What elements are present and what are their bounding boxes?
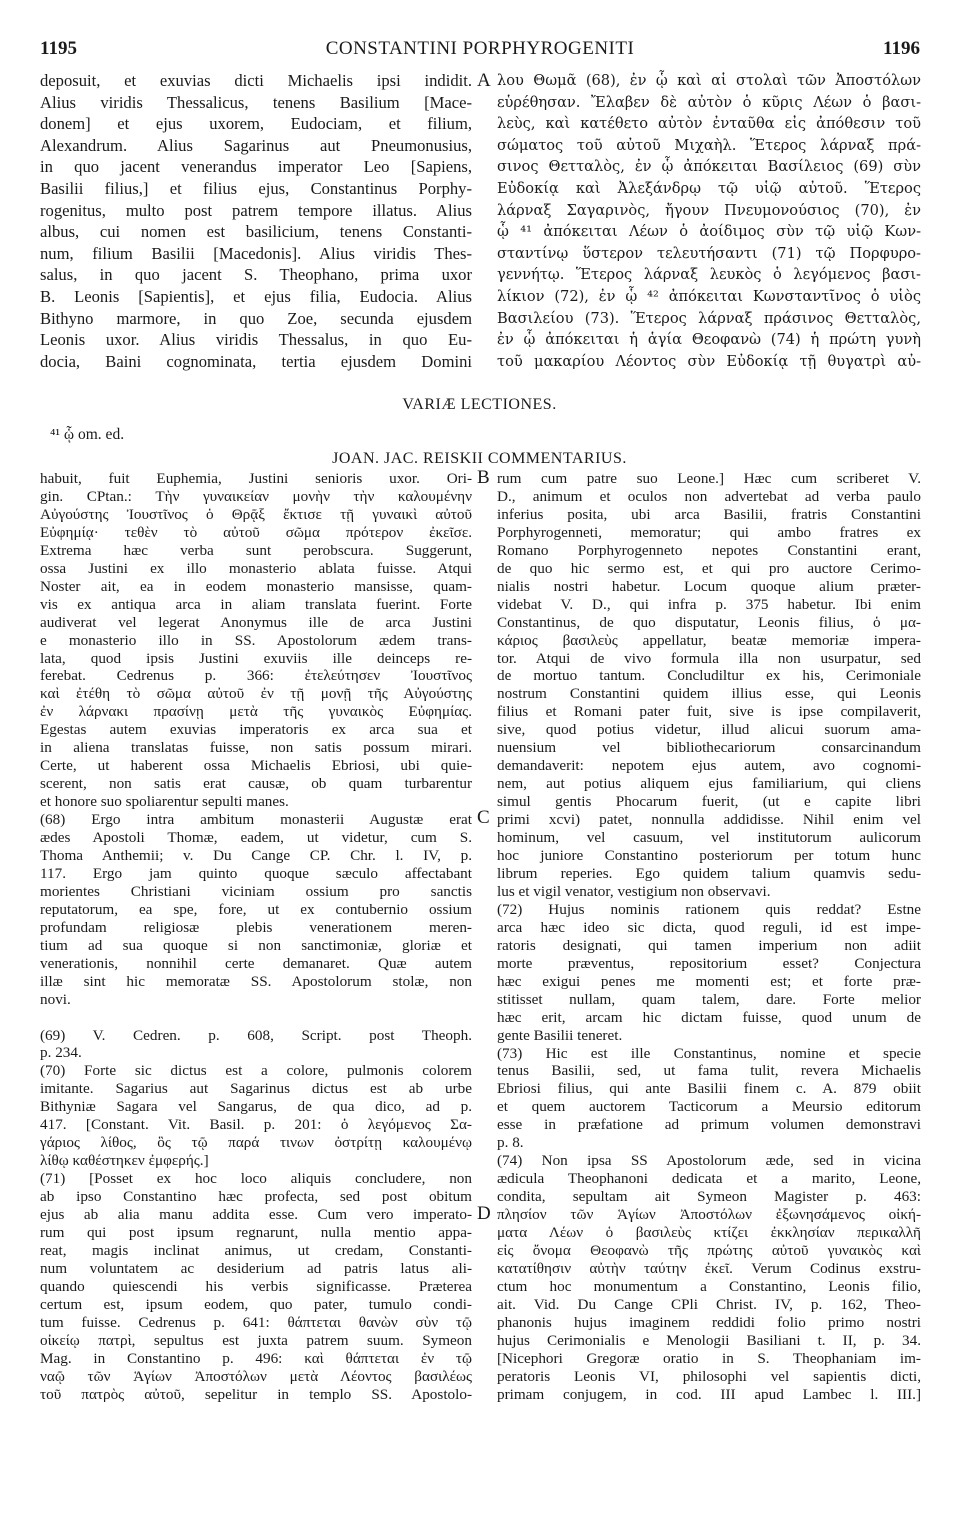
greek-text-line: λεὺς, καὶ κατέθετο αὐτὸν ἐνταῦθα εἰς ἀπόθεσιν τοῦ: [497, 115, 921, 133]
running-header: [40, 38, 920, 62]
commentary-line: πλησίον τῶν Ἁγίων Ἀποστόλων ἐξωνησάμενος οἰκή-: [497, 1206, 921, 1224]
commentary-line: [Nicephori Gregoræ oratio in S. Theophaniam im-: [497, 1349, 921, 1367]
commentary-line: phanonis hujus imaginem reddidi folio primo nostri: [497, 1313, 921, 1331]
commentary-line: de mortuo tantum. Concludiltur ex his, Cerimoniale: [497, 667, 921, 685]
variae-lectiones-heading: VARIÆ LECTIONES.: [402, 396, 557, 413]
commentary-line: Εὐφημίᾳ· τεθὲν τὸ αὐτοῦ σῶμα πρότερον ἐκεῖσε.: [40, 523, 472, 541]
commentary-line: Noster ait, ea in eodem monasterio mansisse, quam-: [40, 577, 472, 595]
commentary-line: οἰκείῳ πατρὶ, sepultus est juxta patrem suum. Symeon: [40, 1331, 472, 1349]
commentary-line: ferebat. Cedrenus p. 366: ἐτελεύτησεν Ἰουστῖνος: [40, 667, 472, 685]
commentary-line: videbat V. D., qui infra p. 375 habetur. Ibi enim: [497, 595, 921, 613]
commentary-line: morientes Christiani viciniam ossium pro sanctis: [40, 882, 472, 900]
commentary-line: quando quiescendi his verbis significasse. Præterea: [40, 1277, 472, 1295]
commentary-line: Mag. in Constantino p. 496: καὶ θάπτεται ἐν τῷ: [40, 1349, 472, 1367]
greek-text-line: λάρναξ Σαγαρινὸς, ἤγουν Πνευμονούσιος (70), ἐν: [497, 201, 921, 219]
latin-text-line: deposuit, et exuvias dicti Michaelis ipsi indidit.: [40, 71, 472, 90]
greek-text-line: εὑρέθησαν. Ἔλαβεν δὲ αὐτὸν ὁ κῦρις Λέων ὁ βασι-: [497, 93, 921, 111]
commentary-line: tum fuisse. Cedrenus p. 641: θάπτεται θανὼν σὺν τῷ: [40, 1313, 472, 1331]
commentary-line: ait. Vid. Du Cange CPli Christ. IV, p. 162, Theo-: [497, 1295, 921, 1313]
commentary-line: D., animum et oculos non advertebat ad verba paulo: [497, 487, 921, 505]
commentary-line: tenus Basilii, sed, ut fama tulit, revera Michaelis: [497, 1062, 921, 1080]
section-marker-b: B: [477, 467, 490, 488]
commentary-line: demandaverit: nepotem ejus autem, avo cognomi-: [497, 757, 921, 775]
commentary-line: primam conjugem, in cod. III apud Lambec l. III.]: [497, 1385, 921, 1403]
greek-text-line: σώματος τοῦ αὐτοῦ Μιχαὴλ. Ἕτερος λάρναξ πρά-: [497, 136, 921, 154]
blank-line: [40, 1009, 472, 1027]
greek-text-line: σταντίνῳ ὕστερον τελευτήσαντι (71) τῷ Πορφυρο-: [497, 244, 921, 262]
section-marker-d: D: [477, 1203, 491, 1224]
commentary-line: audiverat vel legerat Anonymus ille de arca Justini: [40, 613, 472, 631]
commentary-line: Romano Porphyrogenneto nepotes Constantini erant,: [497, 541, 921, 559]
commentary-line: certum est, ipsum eodem, quo pater, tumulo condi-: [40, 1295, 472, 1313]
commentary-line: illæ sint hic memoratæ SS. Apostolorum stolæ, non: [40, 972, 472, 990]
commentary-line: venerationis, nonnihil certe demanaret. Quæ autem: [40, 954, 472, 972]
commentary-line: λίθῳ καθέστηκεν ἐμφερής.]: [40, 1152, 209, 1170]
commentary-line: tium ad sua quoque si non sanctimoniæ, gloriæ et: [40, 936, 472, 954]
commentary-line: Bithyniæ Sagara vel Sangarus, de qua dico, ad p.: [40, 1098, 472, 1116]
greek-text-line: λίκιον (72), ἐν ᾧ ⁴² ἀπόκειται Κωνσταντῖνος ὁ υἱὸς: [497, 287, 921, 305]
commentary-line: hæc exigui penes me momenti est; et forte præ-: [497, 972, 921, 990]
greek-text-line: Εὐδοκίᾳ καὶ Ἀλεξάνδρῳ τῷ υἱῷ αὐτοῦ. Ἕτερος: [497, 179, 921, 197]
commentary-line: stitisset nullam, quam talem, dare. Forte melior: [497, 990, 921, 1008]
commentary-line: et honore suo spoliarentur sepulti manes.: [40, 793, 289, 811]
greek-text-line: λου Θωμᾶ (68), ἐν ᾧ καὶ αἱ στολαὶ τῶν Ἀποστόλων: [497, 72, 921, 89]
running-title: CONSTANTINI PORPHYROGENITI: [325, 38, 635, 59]
commentary-line: (68) Ergo intra ambitum monasterii Augustæ erat: [40, 811, 472, 829]
commentary-line: Extrema hæc verba sunt perobscura. Suggerunt,: [40, 541, 472, 559]
commentary-line: Certe, ut haberent ossa Michaelis Ebriosi, ubi quie-: [40, 757, 472, 775]
latin-text-line: in quo jacent venerandus imperator Leo [Sapiens,: [40, 157, 472, 177]
commentary-line: profundam religiosæ plebis venerationem meren-: [40, 918, 472, 936]
commentary-line: esse in præfatione ad primum volumen demonstravi: [497, 1116, 921, 1134]
commentary-line: nuensium vel bibliothecariorum consarcinandum: [497, 739, 921, 757]
latin-text-line: donem] et ejus uxorem, Eudociam, et filium,: [40, 114, 472, 134]
commentary-line: in aliena translatas fuisse, non satis possum mirari.: [40, 739, 472, 757]
commentary-line: καὶ ἐτέθη τὸ σῶμα αὐτοῦ ἐν τῇ μονῇ τῆς Αὐγούστης: [40, 685, 472, 703]
commentary-line: nialis nostri habetur. Locum quoque alium præter-: [497, 577, 921, 595]
commentary-line: reat, magis inclinat animus, ut credam, Constanti-: [40, 1241, 472, 1259]
latin-text-line: Alexandrum. Alius Sagarinus aut Pneumonusius,: [40, 135, 472, 155]
commentary-line: filius et Romani pater fuit, sive is ipse compilaverit,: [497, 703, 921, 721]
commentary-line: τοῦ πατρὸς αὐτοῦ, sepelitur in templo SS. Apostolo-: [40, 1385, 472, 1403]
commentary-line: scerent, non satis erat causæ, ob quam turbarentur: [40, 775, 472, 793]
commentary-line: κάριος βασιλεὺς appellatur, beatæ memoriæ impera-: [497, 631, 921, 649]
commentary-line: rum qui post ipsum regnarunt, nulla mentio appa-: [40, 1224, 472, 1242]
commentary-line: morte præventus, repositorium esset? Conjectura: [497, 954, 921, 972]
greek-text-line: ἐν ᾧ ἀπόκειται ἡ ἁγία Θεοφανὼ (74) ἡ πρώτη γυνὴ: [497, 331, 921, 349]
commentary-line: et quem auctorem Tacticorum a Meursio editorum: [497, 1098, 921, 1116]
greek-text-line: σινος Θετταλὸς, ἐν ᾧ ἀπόκειται Βασίλειος (69) σὺν: [497, 158, 921, 176]
commentary-line: nostrum Constantini quidem illius esse, qui Leonis: [497, 685, 921, 703]
commentary-line: tor. Atqui de vivo formula illa non usurpatur, sed: [497, 649, 921, 667]
commentary-left-column: [40, 470, 472, 1404]
commentary-line: ctum hoc monumentum a Constantino, Leonis filio,: [497, 1277, 921, 1295]
commentary-line: librum reperies. Ego quidem talium quamvis sedu-: [497, 864, 921, 882]
commentary-line: ἐν λάρνακι πρασίνῃ μετὰ τῆς γυναικὸς Εὐφημίας.: [40, 703, 472, 721]
commentary-line: ναῷ τῶν Ἁγίων Ἀποστόλων μετὰ Λέοντος βασιλέως: [40, 1367, 472, 1385]
commentary-line: (70) Forte sic dictus est a colore, pulmonis colorem: [40, 1062, 472, 1080]
commentary-line: Constantinus, de quo disputatur, Leonis filius, ὁ μα-: [497, 613, 921, 631]
commentary-line: gente Basilii teneret.: [497, 1026, 623, 1044]
commentary-line: simul gentis Phocarum fuerit, (ut e capite libri: [497, 793, 921, 811]
commentary-line: inferius posita, ubi arca Basilii, fratris Constantini: [497, 505, 921, 523]
commentary-line: εἰς ὄνομα Θεοφανὼ τῆς πρώτης αὐτοῦ γυναικὸς καὶ: [497, 1241, 921, 1259]
commentary-line: nem, aut potius aliquem ejus familiarium, qui cliens: [497, 775, 921, 793]
commentary-line: Porphyrogenneti, memoratur; qui ambo fratres ex: [497, 523, 921, 541]
commentary-line: habuit, fuit Euphemia, Justini senioris uxor. Ori-: [40, 470, 472, 487]
commentary-line: ratoris designati, qui tamen imperium non adiit: [497, 936, 921, 954]
commentary-heading: JOAN. JAC. REISKII COMMENTARIUS.: [332, 450, 627, 467]
commentary-line: novi.: [40, 990, 71, 1008]
commentary-line: (73) Hic est ille Constantinus, nomine et specie: [497, 1044, 921, 1062]
commentary-line: ματα Λέων ὁ βασιλεὺς κτίζει ἐκκλησίαν περικαλλῆ: [497, 1224, 921, 1242]
commentary-line: lus et vigil venator, vestigium non observavi.: [497, 882, 771, 900]
commentary-line: lata, quod ipsis Justini exuviis ille deinceps re-: [40, 649, 472, 667]
commentary-line: Αὐγούστης Ἰουστῖνος ὁ Θρᾷξ ἔκτισε τῇ γυναικὶ αὐτοῦ: [40, 505, 472, 523]
latin-text-line: Leonis uxor. Alius viridis Thessalus, in quo Eu-: [40, 330, 472, 350]
commentary-line: num voluntatem ac desiderium ad patris latus ali-: [40, 1259, 472, 1277]
page-number-right: 1196: [883, 38, 920, 59]
commentary-line: ossa Justini ex illo monasterio ablata fuisse. Atqui: [40, 559, 472, 577]
commentary-line: Ebriosi filius, qui ante Basilii finem c. A. 879 obiit: [497, 1080, 921, 1098]
commentary-line: (69) V. Cedren. p. 608, Script. post Theoph.: [40, 1026, 472, 1044]
commentary-line: γάριος λίθος, ὃς τῷ παρά τινων ὀστρίτῃ καλουμένῳ: [40, 1134, 472, 1152]
commentary-line: Thoma Anthemii; v. Du Cange CP. Chr. l. IV, p.: [40, 847, 472, 865]
commentary-line: ædicula Theophanoni dedicata et a marito, Leone,: [497, 1170, 921, 1188]
commentary-line: hominum, vel casuum, vel institutorum aulicorum: [497, 829, 921, 847]
commentary-line: condita, sepultam ait Symeon Magister p. 463:: [497, 1188, 921, 1206]
commentary-line: Egestas autem exuvias imperatoris ex arca sua et: [40, 721, 472, 739]
latin-text-line: albus, cui nomen est basilicium, tenens Constanti-: [40, 222, 472, 242]
latin-text-line: docia, Baini cognominata, tertia ejusdem Domini: [40, 351, 472, 371]
commentary-line: hæc erit, arcam hic dictam fuisse, quod unum de: [497, 1008, 921, 1026]
latin-text-line: salus, in quo jacent S. Theophano, prima uxor: [40, 265, 472, 285]
commentary-line: 117. Ergo jam quinto quoque sæculo affectabant: [40, 864, 472, 882]
greek-text-line: τοῦ μακαρίου Λέοντος σὺν Εὐδοκίᾳ τῇ θυγατρὶ αὐ-: [497, 352, 921, 370]
commentary-line: de quo hic sermo est, et qui pro auctore Cerimo-: [497, 559, 921, 577]
commentary-line: 417. [Constant. Vit. Basil. p. 201: ὁ λεγόμενος Σα-: [40, 1116, 472, 1134]
greek-text-line: Βασιλείου (73). Ἕτερος λάρναξ πράσινος Θετταλὸς,: [497, 309, 921, 327]
variant-note: ⁴¹ ᾧ om. ed.: [50, 426, 125, 443]
section-marker-c: C: [477, 807, 490, 828]
commentary-line: rum cum patre suo Leone.] Hæc cum scriberet V.: [497, 470, 921, 487]
commentary-line: reputatorum, ea spe, fore, ut ex contubernio ossium: [40, 900, 472, 918]
commentary-line: κατατίθησιν αὐτὴν ταύτην ἐκεῖ. Verum Codinus exstru-: [497, 1259, 921, 1277]
commentary-line: hoc juniore Constantino posteriorum per totum hunc: [497, 847, 921, 865]
latin-text-line: Basilii filius,] et filius ejus, Constantinus Porphy-: [40, 178, 472, 198]
greek-text-line: ᾧ ⁴¹ ἀπόκειται Λέων ὁ ἀοίδιμος σὺν τῷ υἱῷ Κων-: [497, 223, 921, 241]
commentary-line: hujus Cerimonialis e Menologii Basiliani t. II, p. 34.: [497, 1331, 921, 1349]
latin-text-line: B. Leonis [Sapientis], et ejus filia, Eudocia. Alius: [40, 286, 472, 306]
latin-text-line: Alius viridis Thessalicus, tenens Basilium [Mace-: [40, 92, 472, 112]
commentary-line: ab ipso Constantino hæc profecta, sed post obitum: [40, 1188, 472, 1206]
greek-text-line: γεννήτῳ. Ἕτερος λάρναξ λευκὸς ὁ λεγόμενος βασι-: [497, 266, 921, 284]
latin-text-line: num, filium Basilii [Macedonis]. Alius viridis Thes-: [40, 243, 472, 263]
section-marker-a: A: [477, 70, 491, 91]
commentary-line: p. 234.: [40, 1044, 82, 1062]
commentary-line: gin. CPtan.: Τὴν γυναικείαν μονὴν τὴν καλουμένην: [40, 487, 472, 505]
commentary-line: imitante. Sagarius aut Sagarinus dictus est ab urbe: [40, 1080, 472, 1098]
commentary-line: p. 8.: [497, 1134, 524, 1152]
commentary-line: peratoris Leonis VI, philosophi vel sapientis dicti,: [497, 1367, 921, 1385]
latin-translation-column: [40, 70, 472, 372]
latin-text-line: Bithyno marmore, in quo Zoe, secunda ejusdem: [40, 308, 472, 328]
page-number-left: 1195: [40, 38, 77, 59]
commentary-line: ejus ab alia manu addita esse. Cum vero imperato-: [40, 1206, 472, 1224]
latin-text-line: rogenitus, multo post patrem tempore illatus. Alius: [40, 200, 472, 220]
commentary-line: sive, quod potius videtur, illud alicui suorum ama-: [497, 721, 921, 739]
commentary-line: (74) Non ipsa SS Apostolorum æde, sed in vicina: [497, 1152, 921, 1170]
commentary-line: vis ex antiqua arca in aliam translata fuerint. Forte: [40, 595, 472, 613]
commentary-line: arca hæc ideo sic dicta, quod reguli, id est impe-: [497, 918, 921, 936]
commentary-line: (71) [Posset ex hoc loco aliquis concludere, non: [40, 1170, 472, 1188]
commentary-line: e monasterio illo in SS. Apostolorum ædem trans-: [40, 631, 472, 649]
commentary-right-column: [497, 470, 921, 1404]
greek-text-column: [497, 70, 921, 372]
commentary-line: primi xcvi) patet, nonnulla addidisse. Nihil enim vel: [497, 811, 921, 829]
commentary-line: ædes Apostoli Thomæ, eadem, ut videtur, cum S.: [40, 829, 472, 847]
commentary-line: (72) Hujus nominis rationem quis reddat? Estne: [497, 900, 921, 918]
